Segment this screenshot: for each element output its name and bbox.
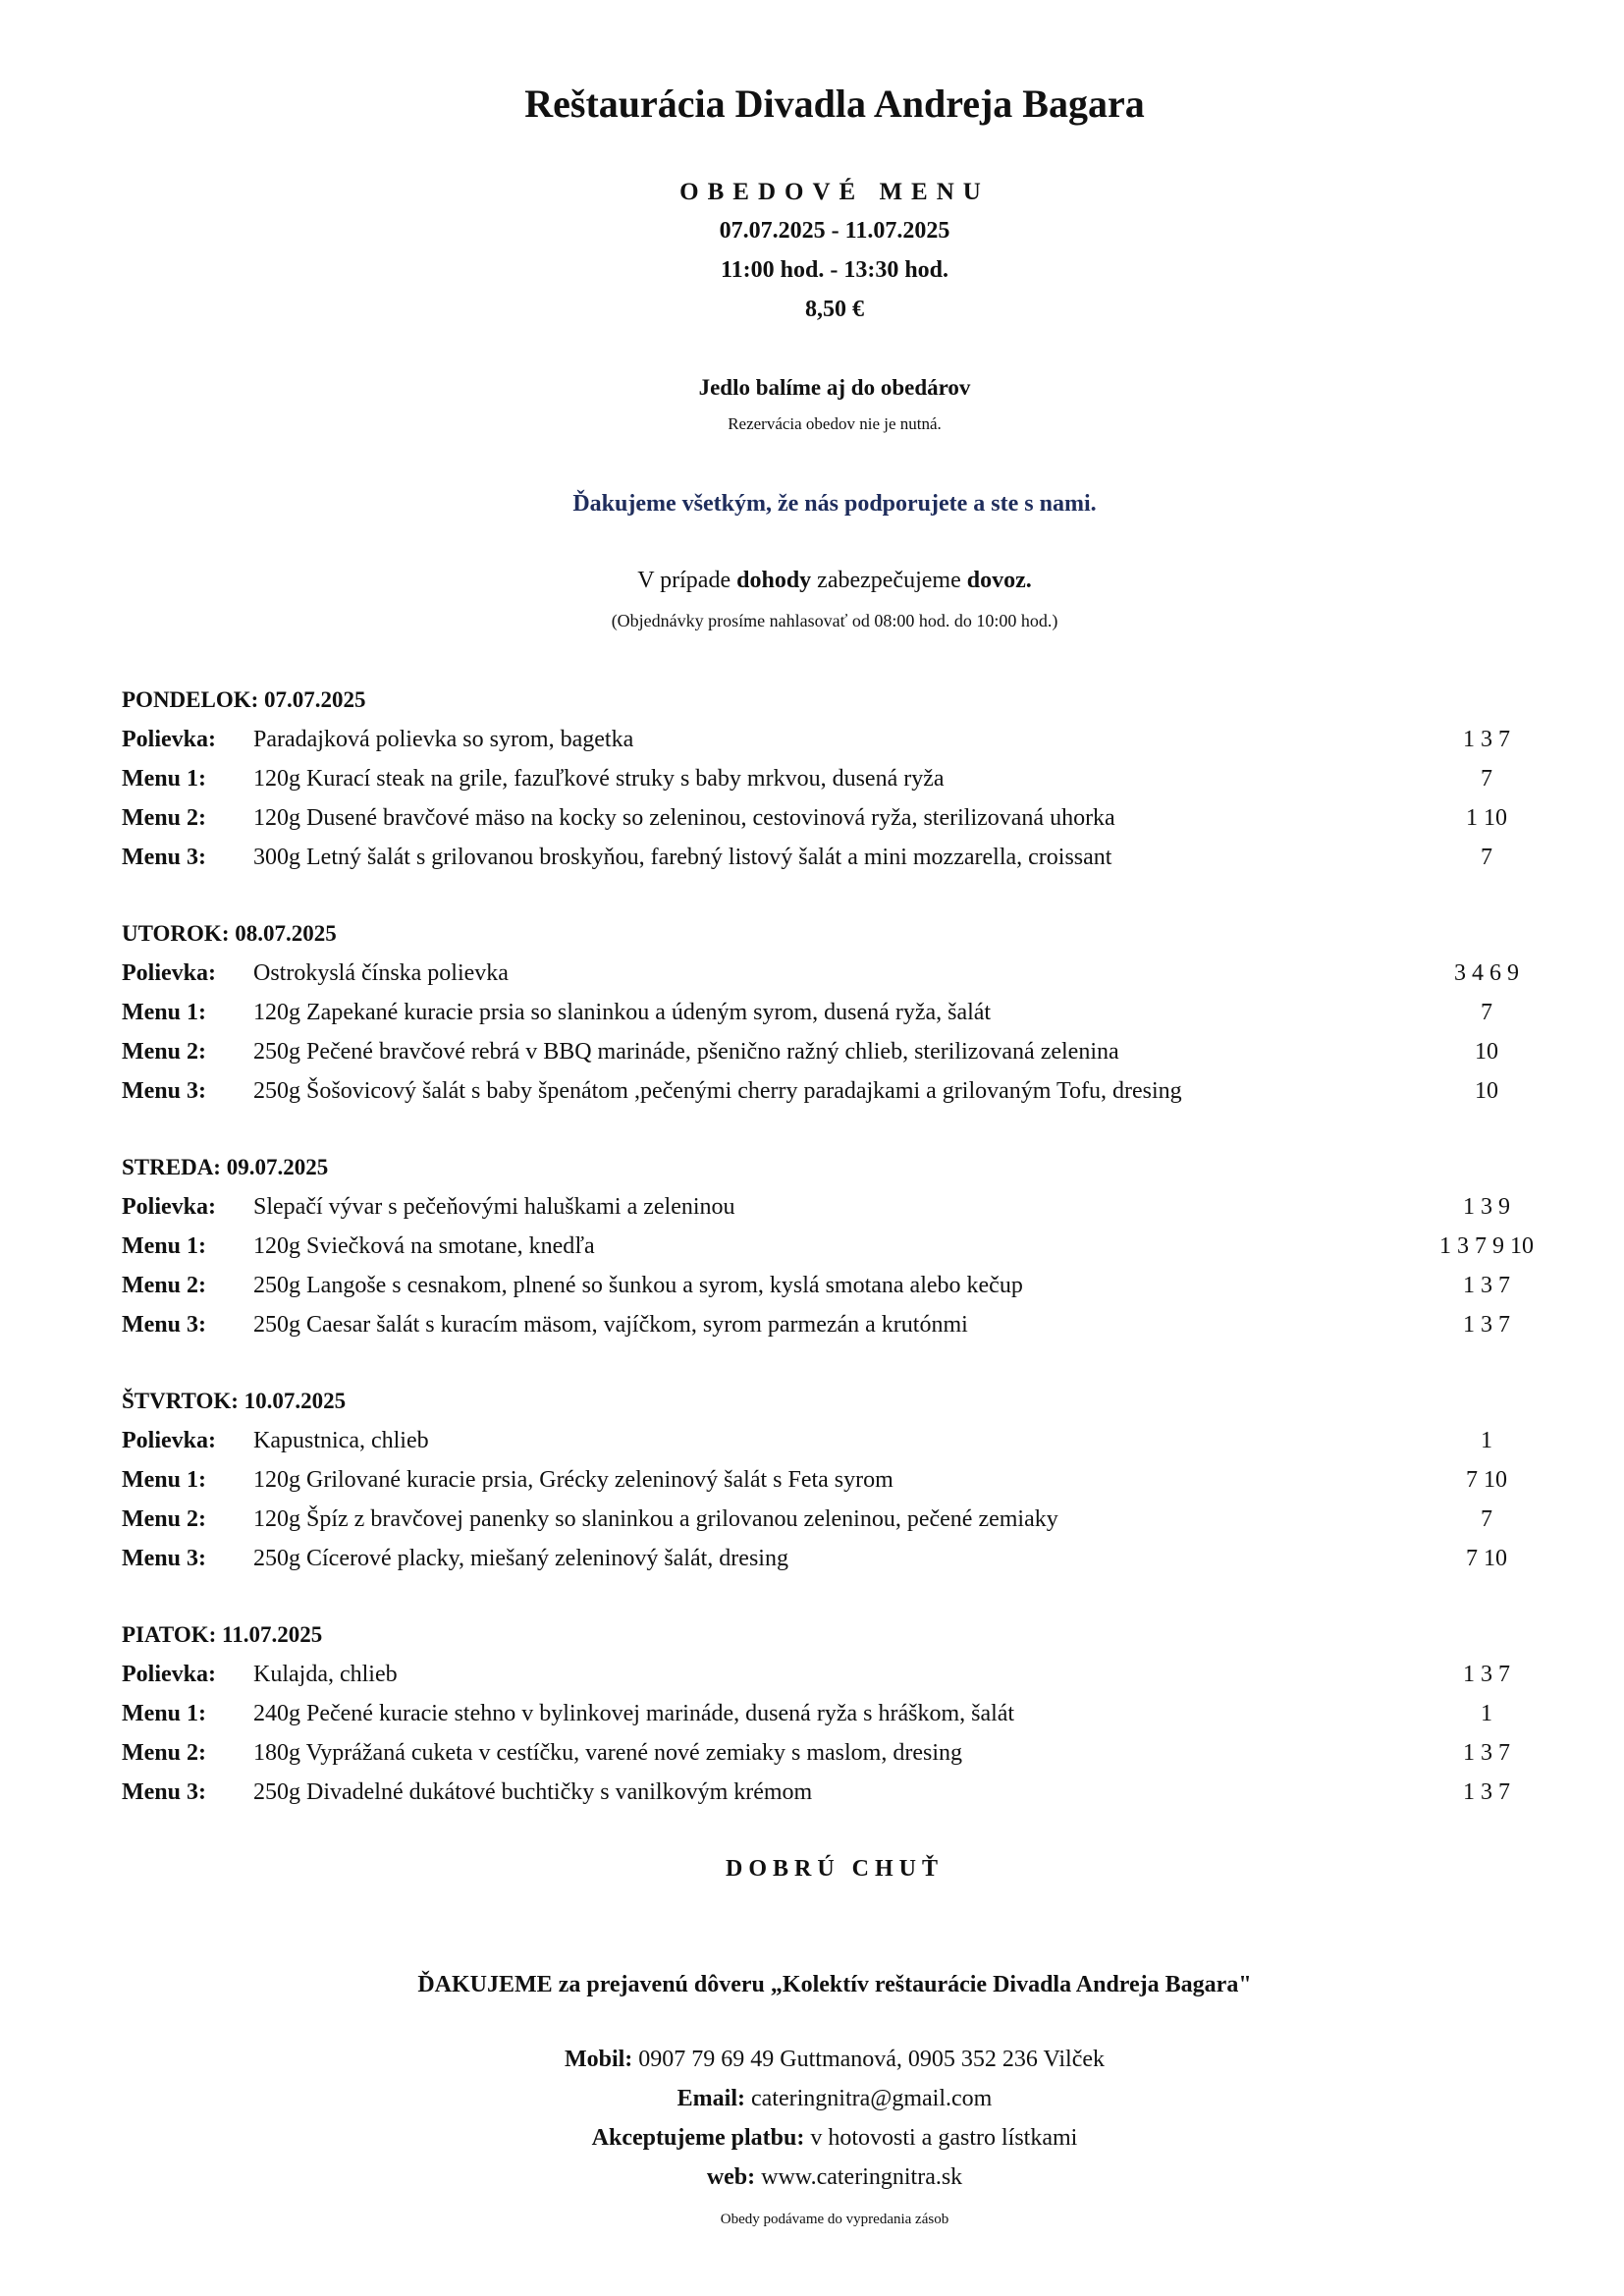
menu-row: [122, 845, 1545, 878]
day-heading: STREDA: 09.07.2025: [122, 1155, 329, 1179]
menu-row-dish: 120g Kurací steak na grile, fazuľkové struky s baby mrkvou, dusená ryža: [253, 766, 945, 792]
web-value: www.cateringnitra.sk: [755, 2164, 963, 2190]
menu-row-label: Polievka:: [122, 1194, 216, 1220]
menu-row-dish: 120g Sviečková na smotane, knedľa: [253, 1233, 595, 1259]
email-label: Email:: [677, 2086, 745, 2111]
menu-row: [122, 805, 1545, 839]
menu-row: [122, 1000, 1545, 1033]
menu-row-allergens: 1 3 7: [1463, 1662, 1510, 1687]
menu-row: [122, 1467, 1545, 1501]
menu-row-dish: 120g Zapekané kuracie prsia so slaninkou a údeným syrom, dusená ryža, šalát: [253, 1000, 992, 1025]
menu-row-allergens: 1 10: [1466, 805, 1507, 831]
order-hours-note: (Objednávky prosíme nahlasovať od 08:00 hod. do 10:00 hod.): [611, 611, 1058, 630]
menu-row-allergens: 7: [1481, 766, 1492, 792]
menu-row: [122, 960, 1545, 994]
menu-row-allergens: 7: [1481, 1000, 1492, 1025]
menu-row: [122, 1312, 1545, 1345]
menu-row-label: Menu 1:: [122, 1000, 206, 1025]
menu-row: [122, 766, 1545, 799]
menu-row-label: Menu 2:: [122, 1506, 206, 1532]
menu-row-label: Menu 3:: [122, 1779, 206, 1805]
menu-row-dish: 180g Vyprážaná cuketa v cestíčku, varené nové zemiaky s maslom, dresing: [253, 1740, 962, 1766]
web-label: web:: [706, 2164, 756, 2190]
menu-row-label: Polievka:: [122, 1428, 216, 1453]
menu-row-allergens: 1: [1481, 1428, 1492, 1453]
menu-row-allergens: 10: [1475, 1039, 1498, 1065]
menu-row-label: Polievka:: [122, 727, 216, 752]
menu-row-label: Menu 2:: [122, 1740, 206, 1766]
stock-note: Obedy podávame do vypredania zásob: [720, 2212, 949, 2227]
menu-row-label: Menu 3:: [122, 1312, 206, 1338]
footer-thanks: [0, 1972, 1624, 1998]
menu-row-allergens: 1 3 7 9 10: [1439, 1233, 1534, 1259]
contact-mobile: [0, 2047, 1624, 2073]
delivery-text-a: V prípade: [637, 568, 737, 593]
day-heading: UTOROK: 08.07.2025: [122, 921, 337, 946]
contact-email: [0, 2086, 1624, 2112]
menu-row-label: Menu 1:: [122, 766, 206, 792]
menu-row-allergens: 3 4 6 9: [1454, 960, 1519, 986]
email-value: cateringnitra@gmail.com: [744, 2086, 993, 2111]
payment-label: Akceptujeme platbu:: [591, 2125, 805, 2151]
menu-row-dish: 250g Pečené bravčové rebrá v BBQ marináde, pšenično ražný chlieb, sterilizovaná zelenina: [253, 1039, 1119, 1065]
delivery-note: [0, 568, 1624, 594]
mobile-label: Mobil:: [564, 2047, 633, 2072]
menu-row-dish: 120g Dusené bravčové mäso na kocky so zeleninou, cestovinová ryža, sterilizovaná uhorka: [253, 805, 1115, 831]
menu-row-dish: 240g Pečené kuracie stehno v bylinkovej marináde, dusená ryža s hráškom, šalát: [253, 1701, 1015, 1726]
menu-row-dish: 250g Šošovicový šalát s baby špenátom ,pečenými cherry paradajkami a grilovaným Tofu, dresing: [253, 1078, 1182, 1104]
menu-row-dish: 250g Divadelné dukátové buchtičky s vanilkovým krémom: [253, 1779, 813, 1805]
menu-row-dish: 250g Langoše s cesnakom, plnené so šunkou a syrom, kyslá smotana alebo kečup: [253, 1273, 1023, 1298]
menu-row-allergens: 1: [1481, 1701, 1492, 1726]
closing-greeting: DOBRÚ CHUŤ: [725, 1856, 944, 1882]
menu-price: 8,50 €: [805, 297, 864, 322]
delivery-text-c: zabezpečujeme: [811, 568, 967, 593]
thanks-message: Ďakujeme všetkým, že nás podporujete a ste s nami.: [572, 491, 1097, 517]
footer-thanks-rest: za prejavenú dôveru „Kolektív reštaurácie Divadla Andreja Bagara": [552, 1972, 1252, 1997]
footer-thanks-bold: ĎAKUJEME: [417, 1972, 553, 1997]
menu-heading: OBEDOVÉ MENU: [679, 179, 990, 205]
menu-row-label: Menu 2:: [122, 1039, 206, 1065]
delivery-text-d: dovoz.: [966, 568, 1032, 593]
menu-row-label: Menu 2:: [122, 1273, 206, 1298]
menu-row: [122, 1779, 1545, 1813]
menu-row-dish: 250g Cícerové placky, miešaný zeleninový šalát, dresing: [253, 1546, 788, 1571]
menu-row-dish: Kapustnica, chlieb: [253, 1428, 429, 1453]
day-heading: PIATOK: 11.07.2025: [122, 1622, 323, 1647]
menu-row-allergens: 1 3 7: [1463, 1740, 1510, 1766]
website-info: [0, 2164, 1624, 2191]
payment-value: v hotovosti a gastro lístkami: [804, 2125, 1078, 2151]
menu-row-dish: 120g Špíz z bravčovej panenky so slaninkou a grilovanou zeleninou, pečené zemiaky: [253, 1506, 1058, 1532]
menu-row: [122, 1428, 1545, 1461]
menu-row-label: Menu 1:: [122, 1233, 206, 1259]
delivery-text-b: dohody: [736, 568, 812, 593]
menu-row: [122, 1078, 1545, 1112]
menu-row-allergens: 7 10: [1466, 1467, 1507, 1493]
menu-row-dish: 120g Grilované kuracie prsia, Grécky zeleninový šalát s Feta syrom: [253, 1467, 893, 1493]
menu-row-allergens: 7 10: [1466, 1546, 1507, 1571]
menu-row-allergens: 1 3 7: [1463, 1779, 1510, 1805]
menu-row-allergens: 1 3 7: [1463, 727, 1510, 752]
menu-row: [122, 1194, 1545, 1228]
menu-row: [122, 1701, 1545, 1734]
restaurant-title: Reštaurácia Divadla Andreja Bagara: [524, 82, 1145, 126]
menu-row-dish: 250g Caesar šalát s kuracím mäsom, vajíčkom, syrom parmezán a krutónmi: [253, 1312, 968, 1338]
menu-row-label: Polievka:: [122, 1662, 216, 1687]
menu-row-label: Menu 1:: [122, 1701, 206, 1726]
menu-row-label: Menu 3:: [122, 845, 206, 870]
menu-row-dish: Kulajda, chlieb: [253, 1662, 398, 1687]
menu-row-allergens: 7: [1481, 845, 1492, 870]
menu-row-label: Polievka:: [122, 960, 216, 986]
menu-row: [122, 1740, 1545, 1774]
serving-hours: 11:00 hod. - 13:30 hod.: [720, 257, 949, 283]
menu-row: [122, 1039, 1545, 1072]
packaging-note: Jedlo balíme aj do obedárov: [698, 375, 971, 400]
payment-info: [0, 2125, 1624, 2152]
menu-row-allergens: 10: [1475, 1078, 1498, 1104]
menu-row-dish: Slepačí vývar s pečeňovými haluškami a zeleninou: [253, 1194, 735, 1220]
menu-row-dish: Paradajková polievka so syrom, bagetka: [253, 727, 634, 752]
day-heading: PONDELOK: 07.07.2025: [122, 687, 366, 712]
menu-row: [122, 1546, 1545, 1579]
menu-row: [122, 1506, 1545, 1540]
menu-row-label: Menu 3:: [122, 1546, 206, 1571]
menu-row: [122, 1662, 1545, 1695]
menu-row-label: Menu 2:: [122, 805, 206, 831]
menu-row-label: Menu 1:: [122, 1467, 206, 1493]
menu-row: [122, 1233, 1545, 1267]
menu-row-dish: Ostrokyslá čínska polievka: [253, 960, 509, 986]
menu-row-dish: 300g Letný šalát s grilovanou broskyňou, farebný listový šalát a mini mozzarella, croissant: [253, 845, 1112, 870]
menu-row-allergens: 1 3 7: [1463, 1312, 1510, 1338]
menu-row-allergens: 1 3 9: [1463, 1194, 1510, 1220]
menu-row: [122, 1273, 1545, 1306]
mobile-value: 0907 79 69 49 Guttmanová, 0905 352 236 Vilček: [632, 2047, 1106, 2072]
menu-row: [122, 727, 1545, 760]
menu-row-label: Menu 3:: [122, 1078, 206, 1104]
menu-row-allergens: 1 3 7: [1463, 1273, 1510, 1298]
reservation-note: Rezervácia obedov nie je nutná.: [728, 414, 942, 433]
menu-row-allergens: 7: [1481, 1506, 1492, 1532]
day-heading: ŠTVRTOK: 10.07.2025: [122, 1389, 347, 1413]
date-range: 07.07.2025 - 11.07.2025: [719, 218, 950, 244]
